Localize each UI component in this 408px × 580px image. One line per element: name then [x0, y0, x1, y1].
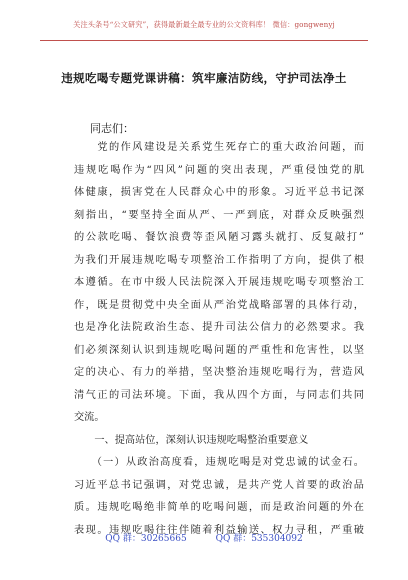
body-line: 也是净化法院政治生态、提升司法公信力的必然要求。我 — [74, 322, 364, 333]
body-line: 作，既是贯彻党中央全面从严治党战略部署的具体行动， — [74, 299, 364, 311]
header-banner: 关注头条号“公文研究”，获得最新最全最专业的公文资料库！ 微信：gongwenyj — [73, 20, 335, 29]
header-divider — [40, 40, 368, 41]
document-title: 违规吃喝专题党课讲稿：筑牢廉洁防线，守护司法净土 — [61, 71, 347, 85]
body-line: 党的作风建设是关系党生死存亡的重大政治问题，而 — [74, 142, 364, 153]
body-line: 违规吃喝作为“四风”问题的突出表现，严重侵蚀党的肌 — [74, 164, 364, 176]
body-line: 为我们开展违规吃喝专项整治工作指明了方向，提供了根 — [74, 254, 364, 266]
body-line: （一）从政治高度看，违规吃喝是对党忠诚的试金石。 — [74, 457, 364, 468]
body-line: 习近平总书记强调，对党忠诚，是共产党人首要的政治品 — [74, 479, 364, 491]
body-line: 清气正的司法环境。下面，我从四个方面，与同志们共同 — [74, 389, 364, 401]
body-line: 定的决心、有力的举措，坚决整治违规吃喝行为，营造风 — [74, 367, 364, 378]
body-line: 体健康，损害党在人民群众心中的形象。习近平总书记深 — [74, 187, 364, 198]
body-line: 本遵循。在市中级人民法院深入开展违规吃喝专项整治工 — [74, 277, 364, 288]
body-line: 质。违规吃喝绝非简单的吃喝问题，而是政治问题的外在 — [74, 502, 364, 513]
body-line: 一、提高站位，深刻认识违规吃喝整治重要意义 — [74, 434, 309, 446]
body-line: 们必须深刻认识到违规吃喝问题的严重性和危害性，以坚 — [74, 344, 364, 356]
footer-qq-group-1: QQ 群：30265665 — [105, 534, 187, 544]
document-body — [74, 137, 364, 542]
body-line: 交流。 — [74, 412, 105, 423]
body-line: 的公款吃喝、餐饮浪费等歪风陋习露头就打、反复敲打” — [74, 232, 364, 243]
body-line: 刻指出，“要坚持全面从严、一严到底，对群众反映强烈 — [74, 209, 364, 221]
footer-contacts — [0, 531, 408, 544]
body-line: 表现。违规吃喝往往伴随着利益输送、权力寻租，严重破 — [74, 524, 364, 536]
salutation: 同志们： — [90, 122, 134, 135]
footer-qq-group-2: QQ 群：535304092 — [215, 534, 303, 544]
